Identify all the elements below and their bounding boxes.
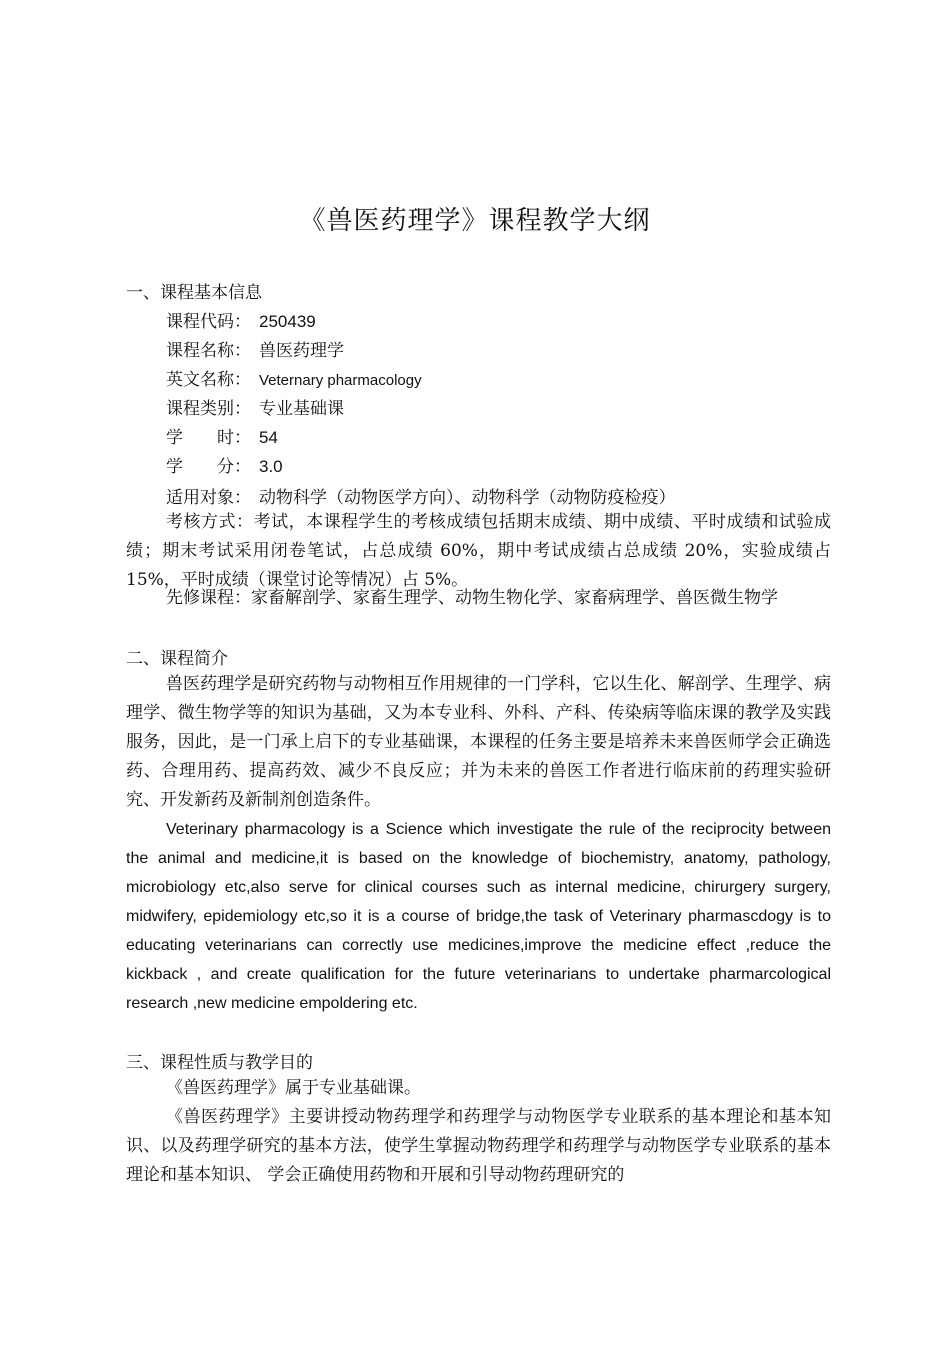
field-english-name: [166, 365, 422, 390]
field-value: 动物科学（动物医学方向）、动物科学（动物防疫检疫）: [259, 488, 676, 508]
field-value: 兽医药理学: [259, 341, 344, 361]
purpose-paragraph: 《兽医药理学》主要讲授动物药理学和药理学与动物医学专业联系的基本理论和基本知识、以及药理学研究的基本方法，使学生掌握动物药理学和药理学与动物医学专业联系的基本理论和基本知识、 学会正确使用药物和开展和引导动物药理研究的: [126, 1107, 831, 1185]
field-value: 250439: [259, 312, 316, 331]
introduction-english-paragraph: Veterinary pharmacology is a Science which investigate the rule of the reciprocity between the animal and medicine,it is based on the knowledge of biochemistry, anatomy, pathology, microbiology etc,also serve for clinical courses such as internal medicine, chirurgery surgery, midwifery, epidemiology etc,so it is a course of bridge,the task of Veterinary pharmascdogy is to educating veterinarians can correctly use medicines,improve the medicine effect ,reduce the kickback , and create qualification for the future veterinarians to undertake pharmarcological research ,new medicine empoldering etc.: [126, 821, 831, 1012]
section-heading-basic-info: 一、课程基本信息: [126, 283, 262, 303]
field-value: 54: [259, 428, 278, 447]
field-label: 课程名称：: [166, 341, 251, 361]
assessment-paragraph: 考核方式：考试，本课程学生的考核成绩包括期末成绩、期中成绩、平时成绩和试验成绩；期末考试采用闭卷笔试，占总成绩 60%，期中考试成绩占总成绩 20%，实验成绩占 15%，平时成绩（课堂讨论等情况）占 5%。: [126, 512, 831, 590]
nature-paragraph: 《兽医药理学》属于专业基础课。: [166, 1078, 421, 1098]
field-label: 学 分：: [166, 457, 251, 477]
field-value: 3.0: [259, 457, 283, 476]
field-label: 课程代码：: [166, 312, 251, 332]
field-value: 专业基础课: [259, 399, 344, 419]
field-course-name: [166, 336, 344, 361]
introduction-chinese-paragraph: 兽医药理学是研究药物与动物相互作用规律的一门学科，它以生化、解剖学、生理学、病理学、微生物学等的知识为基础，又为本专业科、外科、产科、传染病等临床课的教学及实践服务，因此，是一门承上启下的专业基础课，本课程的任务主要是培养未来兽医师学会正确选药、合理用药、提高药效、减少不良反应；并为未来的兽医工作者进行临床前的药理实验研究、开发新药及新制剂创造条件。: [126, 674, 831, 810]
section-heading-introduction: 二、课程简介: [126, 649, 228, 669]
field-value: Veternary pharmacology: [259, 372, 422, 389]
field-credits: [166, 452, 283, 477]
field-target-audience: [166, 483, 676, 508]
field-label: 英文名称：: [166, 370, 251, 390]
field-label: 课程类别：: [166, 399, 251, 419]
document-title: 《兽医药理学》课程教学大纲: [299, 206, 651, 236]
field-course-category: [166, 394, 344, 419]
field-course-code: [166, 307, 316, 332]
section-heading-nature-purpose: 三、课程性质与教学目的: [126, 1053, 313, 1073]
field-label: 适用对象：: [166, 488, 251, 508]
prerequisites-paragraph: 先修课程：家畜解剖学、家畜生理学、动物生物化学、家畜病理学、兽医微生物学: [166, 588, 778, 608]
field-label: 学 时：: [166, 428, 251, 448]
field-hours: [166, 423, 278, 448]
